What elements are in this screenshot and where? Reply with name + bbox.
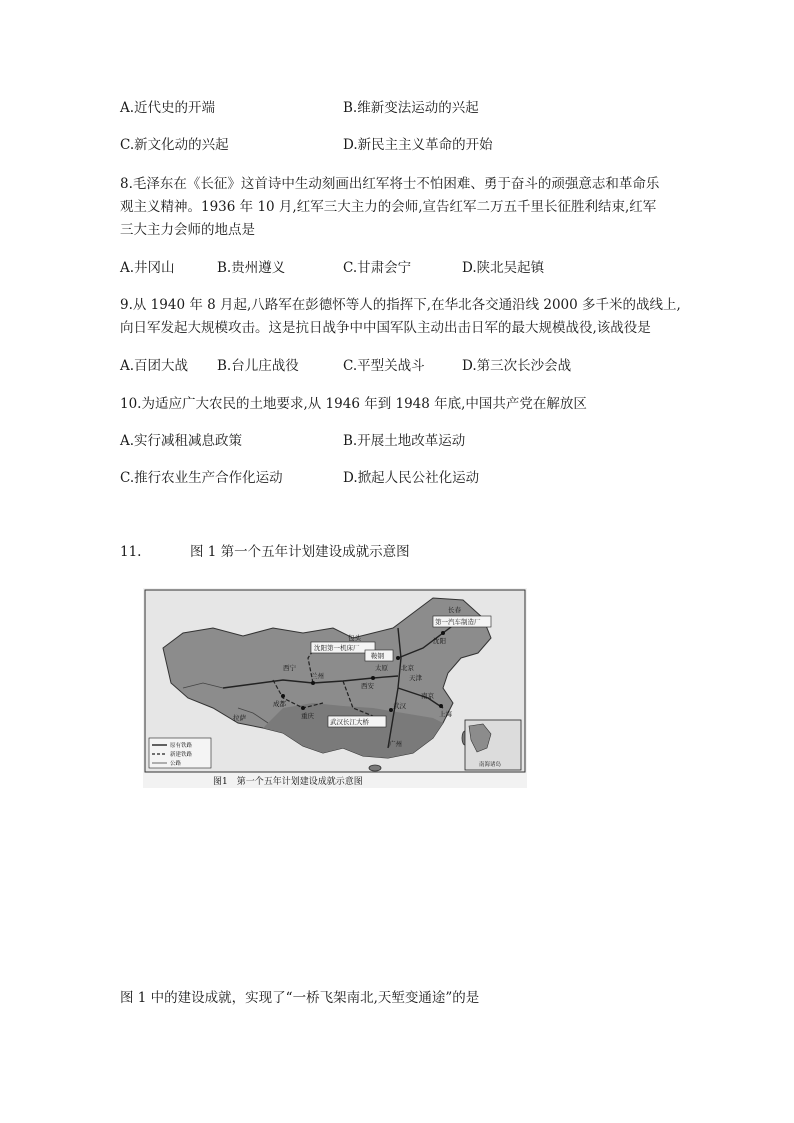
inset-label: 南海诸岛 <box>479 762 502 768</box>
map-label-beijing: 北京 <box>401 664 414 672</box>
q11-number: 11. <box>120 544 142 560</box>
q9-option-a: A.百团大战 <box>120 358 189 374</box>
shenyang-dot <box>441 631 445 635</box>
map-label-taiyuan: 太原 <box>375 664 388 672</box>
q9-option-b: B.台儿庄战役 <box>217 358 299 374</box>
q10-option-a: A.实行减租减息政策 <box>120 433 243 449</box>
map-label-wuhan-bridge: 武汉长江大桥 <box>330 718 369 726</box>
map-label-chongqing: 重庆 <box>301 712 314 720</box>
map-label-lhasa: 拉萨 <box>233 714 246 722</box>
figure-caption: 图1 第一个五年计划建设成就示意图 <box>213 777 363 787</box>
q10-stem: 10.为适应广大农民的土地要求,从 1946 年到 1948 年底,中国共产党在解放区 <box>120 396 587 412</box>
map-label-angang: 鞍钢 <box>371 652 384 660</box>
q8-option-d: D.陕北吴起镇 <box>462 260 545 276</box>
legend-label-new: 新建铁路 <box>170 752 193 758</box>
hainan-island <box>369 765 381 771</box>
q8-option-c: C.甘肃会宁 <box>343 260 412 276</box>
q8-stem-line-3: 三大主力会师的地点是 <box>120 222 255 238</box>
q10-option-d: D.掀起人民公社化运动 <box>343 470 480 486</box>
shanghai-dot <box>439 704 443 708</box>
map-label-nanjing: 南京 <box>421 692 434 700</box>
lanzhou-dot <box>311 681 315 685</box>
map-label-wuhan: 武汉 <box>393 702 406 710</box>
q10-option-b: B.开展土地改革运动 <box>343 433 466 449</box>
q9-option-c: C.平型关战斗 <box>343 358 425 374</box>
q9-stem-line-1: 9.从 1940 年 8 月起,八路军在彭德怀等人的指挥下,在华北各交通沿线 2000 多千米的战线上, <box>120 297 681 313</box>
map-label-xian: 西安 <box>361 682 374 690</box>
legend-label-road: 公路 <box>170 761 182 767</box>
q10-option-c: C.推行农业生产合作化运动 <box>120 470 283 486</box>
map-figure <box>143 588 527 788</box>
q7-option-b: B.维新变法运动的兴起 <box>343 100 479 116</box>
q9-stem-line-2: 向日军发起大规模攻击。这是抗日战争中中国军队主动出击日军的最大规模战役,该战役是 <box>120 320 651 336</box>
q11-question: 图 1 中的建设成就，实现了“一桥飞架南北,天堑变通途”的是 <box>120 990 480 1006</box>
chengdu-dot <box>281 694 285 698</box>
q8-option-a: A.井冈山 <box>120 260 175 276</box>
map-label-shenyang: 沈阳 <box>433 637 446 645</box>
q7-option-c: C.新文化动的兴起 <box>120 137 229 153</box>
q8-option-b: B.贵州遵义 <box>217 260 286 276</box>
q7-option-a: A.近代史的开端 <box>120 100 216 116</box>
q8-stem-line-1: 8.毛泽东在《长征》这首诗中生动刻画出红军将士不怕困难、勇于奋斗的顽强意志和革命乐 <box>120 176 660 192</box>
legend-label-original: 原有铁路 <box>170 743 193 749</box>
map-label-chengdu: 成都 <box>273 700 286 708</box>
map-label-changchun: 长春 <box>448 606 461 614</box>
q7-option-d: D.新民主主义革命的开始 <box>343 137 493 153</box>
xian-dot <box>371 676 375 680</box>
q9-option-d: D.第三次长沙会战 <box>462 358 572 374</box>
map-label-tianjin: 天津 <box>409 674 422 682</box>
map-label-first-auto: 第一汽车制造厂 <box>435 618 481 626</box>
map-label-shanghai: 上海 <box>439 710 452 718</box>
q8-stem-line-2: 观主义精神。1936 年 10 月,红军三大主力的会师,宣告红军二万五千里长征胜利结束,红军 <box>120 199 657 215</box>
china-map-svg <box>143 588 527 788</box>
chongqing-dot <box>301 706 305 710</box>
map-label-guangzhou: 广州 <box>389 740 402 748</box>
map-label-machine-tool: 沈阳第一机床厂 <box>314 644 360 652</box>
beijing-dot <box>396 656 400 660</box>
q11-figure-title: 图 1 第一个五年计划建设成就示意图 <box>190 544 410 560</box>
map-label-xining: 西宁 <box>283 664 296 672</box>
map-label-lanzhou: 兰州 <box>311 672 324 680</box>
map-label-baotou: 包头 <box>348 634 361 642</box>
